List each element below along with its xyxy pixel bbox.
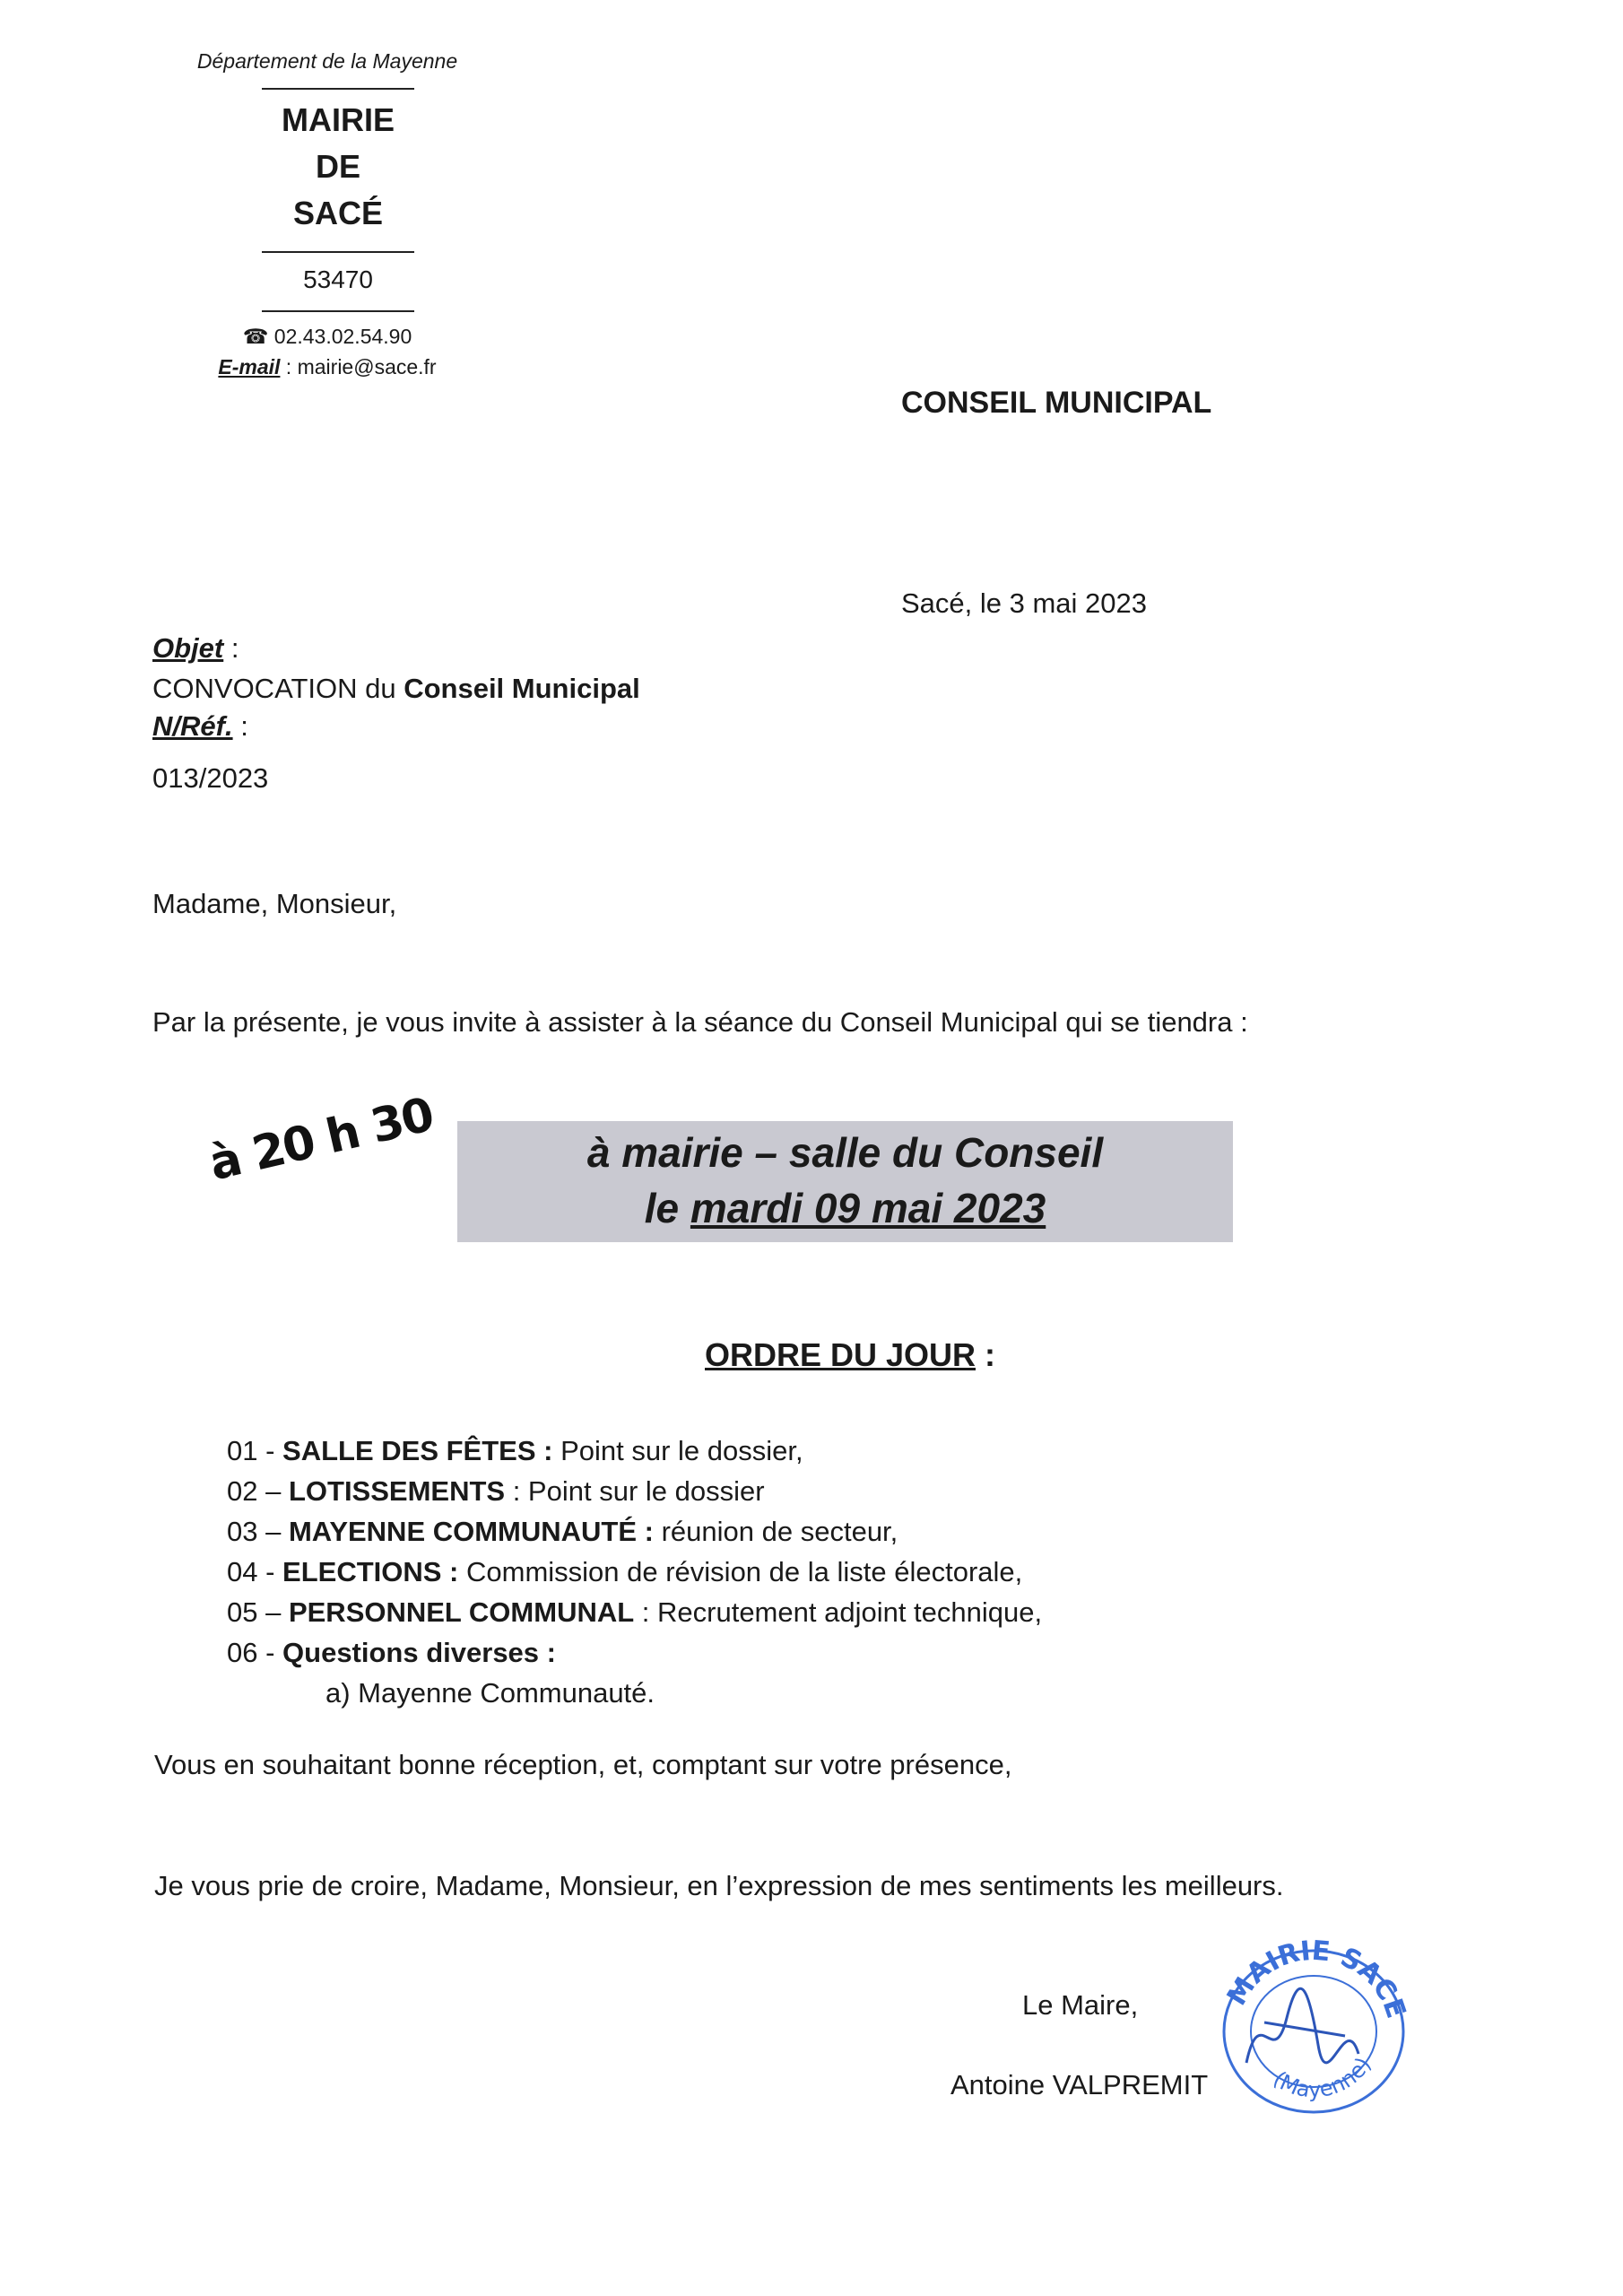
meeting-venue: à mairie – salle du Conseil xyxy=(586,1129,1104,1176)
official-stamp xyxy=(1211,1937,1417,2117)
agenda-item-number: 04 - xyxy=(227,1556,283,1587)
agenda-item-text: Commission de révision de la liste électorale, xyxy=(458,1556,1023,1587)
agenda-item-number: 01 - xyxy=(227,1435,283,1466)
agenda-item-heading: MAYENNE COMMUNAUTÉ : xyxy=(288,1516,654,1547)
greeting: Madame, Monsieur, xyxy=(152,888,397,919)
closing-formula: Je vous prie de croire, Madame, Monsieur, en l’expression de mes sentiments les meilleurs. xyxy=(154,1870,1284,1901)
agenda-item xyxy=(227,1471,1042,1511)
objet-value-prefix: CONVOCATION du xyxy=(152,673,404,704)
signatory-name: Antoine VALPREMIT xyxy=(950,2069,1209,2100)
agenda-item xyxy=(227,1431,1042,1471)
agenda-item-heading: LOTISSEMENTS xyxy=(288,1475,506,1507)
meeting-time: à 20 h 30 xyxy=(204,1088,438,1192)
objet-label xyxy=(152,632,239,665)
agenda-item xyxy=(227,1592,1042,1632)
agenda-list xyxy=(227,1431,1042,1713)
closing-wishes: Vous en souhaitant bonne réception, et, comptant sur votre présence, xyxy=(154,1749,1012,1780)
agenda-item-heading: Questions diverses : xyxy=(282,1637,556,1668)
agenda-item-number: 05 – xyxy=(227,1596,289,1628)
reference-value: 013/2023 xyxy=(152,762,269,794)
department-name: Département de la Mayenne xyxy=(196,49,458,73)
agenda-item-number: 03 – xyxy=(227,1516,289,1547)
agenda-item-heading: SALLE DES FÊTES : xyxy=(282,1435,553,1466)
mairie-line-1: MAIRIE xyxy=(282,101,395,138)
agenda-item-number: 06 - xyxy=(227,1637,283,1668)
stamp-top-text: MAIRIE SACE xyxy=(1220,1937,1412,2022)
agenda-item-text: réunion de secteur, xyxy=(653,1516,898,1547)
meeting-date-value: mardi 09 mai 2023 xyxy=(690,1185,1046,1231)
signature-scribble xyxy=(1246,1988,1358,2063)
agenda-item-text: : Point sur le dossier xyxy=(505,1475,765,1507)
phone-icon: ☎ xyxy=(242,325,269,348)
agenda-subitem: a) Mayenne Communauté. xyxy=(325,1677,655,1709)
stamp-seal-icon xyxy=(1211,1937,1417,2117)
invitation-text: Par la présente, je vous invite à assister à la séance du Conseil Municipal qui se tiendra : xyxy=(152,1006,1248,1038)
divider xyxy=(262,251,414,253)
divider xyxy=(262,88,414,90)
objet-label-text: Objet xyxy=(152,632,224,664)
agenda-title xyxy=(705,1336,995,1374)
agenda-title-colon: : xyxy=(976,1336,996,1373)
agenda-item-heading: ELECTIONS : xyxy=(282,1556,459,1587)
reference-label xyxy=(152,710,248,743)
reference-colon: : xyxy=(232,710,248,742)
agenda-item xyxy=(227,1632,1042,1673)
reference-label-text: N/Réf. xyxy=(152,710,233,742)
email-separator: : xyxy=(280,355,298,378)
phone-line xyxy=(179,325,475,349)
postal-code: 53470 xyxy=(303,265,373,293)
phone-number: 02.43.02.54.90 xyxy=(273,325,412,348)
agenda-item xyxy=(227,1552,1042,1592)
email-address[interactable]: mairie@sace.fr xyxy=(297,355,437,378)
agenda-item-number: 02 – xyxy=(227,1475,289,1507)
divider xyxy=(262,310,414,312)
agenda-item xyxy=(227,1511,1042,1552)
objet-colon: : xyxy=(223,632,239,664)
agenda-item-heading: PERSONNEL COMMUNAL xyxy=(288,1596,635,1628)
mairie-line-2: DE xyxy=(315,148,360,185)
stamp-bottom-text: (Mayenne) xyxy=(1268,2052,1376,2103)
meeting-date xyxy=(457,1180,1233,1236)
email-label: E-mail xyxy=(218,355,281,378)
signatory-role: Le Maire, xyxy=(1022,1989,1139,2021)
objet-value-bold: Conseil Municipal xyxy=(404,673,640,704)
agenda-title-text: ORDRE DU JOUR xyxy=(705,1336,976,1373)
place-date: Sacé, le 3 mai 2023 xyxy=(901,587,1148,619)
email-line xyxy=(179,355,475,379)
agenda-item-text: : Recrutement adjoint technique, xyxy=(634,1596,1043,1628)
objet-value xyxy=(152,673,640,705)
mairie-line-3: SACÉ xyxy=(292,195,384,231)
meeting-date-prefix: le xyxy=(644,1185,690,1231)
document-title: CONSEIL MUNICIPAL xyxy=(901,386,1212,420)
mairie-name xyxy=(262,97,414,237)
agenda-item-text: Point sur le dossier, xyxy=(552,1435,803,1466)
venue-box xyxy=(457,1121,1233,1242)
